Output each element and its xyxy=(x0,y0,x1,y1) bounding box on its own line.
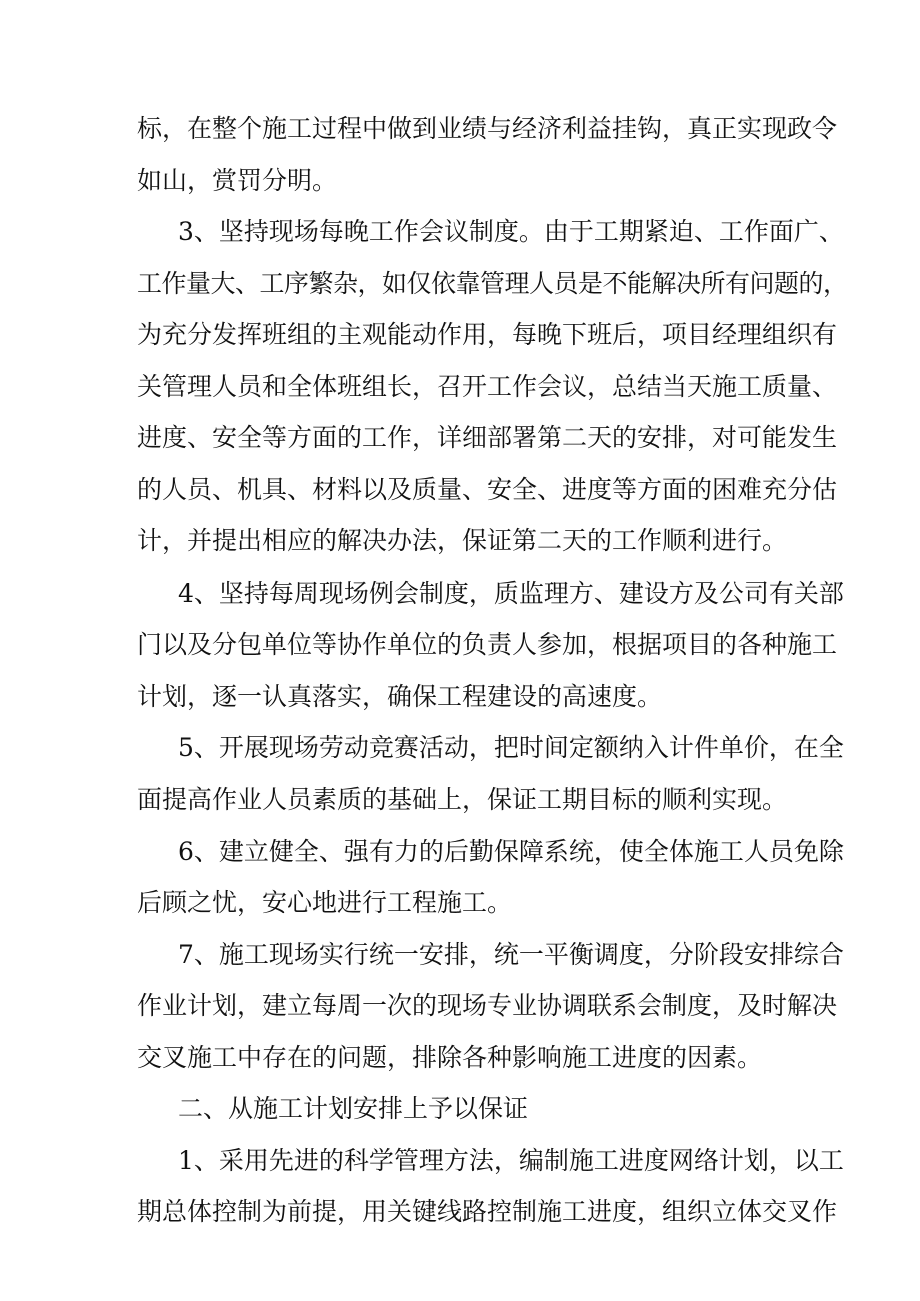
text-line: 为充分发挥班组的主观能动作用，每晚下班后，项目经理组织有 xyxy=(137,320,838,349)
text-line: 关管理人员和全体班组长，召开工作会议，总结当天施工质量、 xyxy=(137,372,838,401)
text-line: 如山，赏罚分明。 xyxy=(137,166,338,195)
text-line: 1、采用先进的科学管理方法，编制施工进度网络计划，以工 xyxy=(178,1146,844,1175)
text-line: 计划，逐一认真落实，确保工程建设的高速度。 xyxy=(137,682,663,711)
text-line: 作业计划，建立每周一次的现场专业协调联系会制度，及时解决 xyxy=(137,991,838,1020)
text-line: 4、坚持每周现场例会制度，质监理方、建设方及公司有关部 xyxy=(178,579,844,608)
text-line: 5、开展现场劳动竞赛活动，把时间定额纳入计件单价，在全 xyxy=(178,733,844,762)
text-line: 面提高作业人员素质的基础上，保证工期目标的顺利实现。 xyxy=(137,785,788,814)
text-line: 进度、安全等方面的工作，详细部署第二天的安排，对可能发生 xyxy=(137,423,838,452)
text-line: 后顾之忧，安心地进行工程施工。 xyxy=(137,888,513,917)
text-line: 3、坚持现场每晚工作会议制度。由于工期紧迫、工作面广、 xyxy=(178,217,844,246)
text-line: 7、施工现场实行统一安排，统一平衡调度，分阶段安排综合 xyxy=(178,940,844,969)
text-line: 标，在整个施工过程中做到业绩与经济利益挂钩，真正实现政令 xyxy=(137,114,838,143)
text-line: 门以及分包单位等协作单位的负责人参加，根据项目的各种施工 xyxy=(137,630,838,659)
text-line: 计，并提出相应的解决办法，保证第二天的工作顺利进行。 xyxy=(137,526,788,555)
text-line: 6、建立健全、强有力的后勤保障系统，使全体施工人员免除 xyxy=(178,837,844,866)
text-line: 期总体控制为前提，用关键线路控制施工进度，组织立体交叉作 xyxy=(137,1197,838,1226)
text-line: 工作量大、工序繁杂，如仅依靠管理人员是不能解决所有问题的， xyxy=(137,269,848,298)
text-line: 的人员、机具、材料以及质量、安全、进度等方面的困难充分估 xyxy=(137,475,838,504)
section-heading: 二、从施工计划安排上予以保证 xyxy=(178,1094,529,1123)
text-line: 交叉施工中存在的问题，排除各种影响施工进度的因素。 xyxy=(137,1043,763,1072)
